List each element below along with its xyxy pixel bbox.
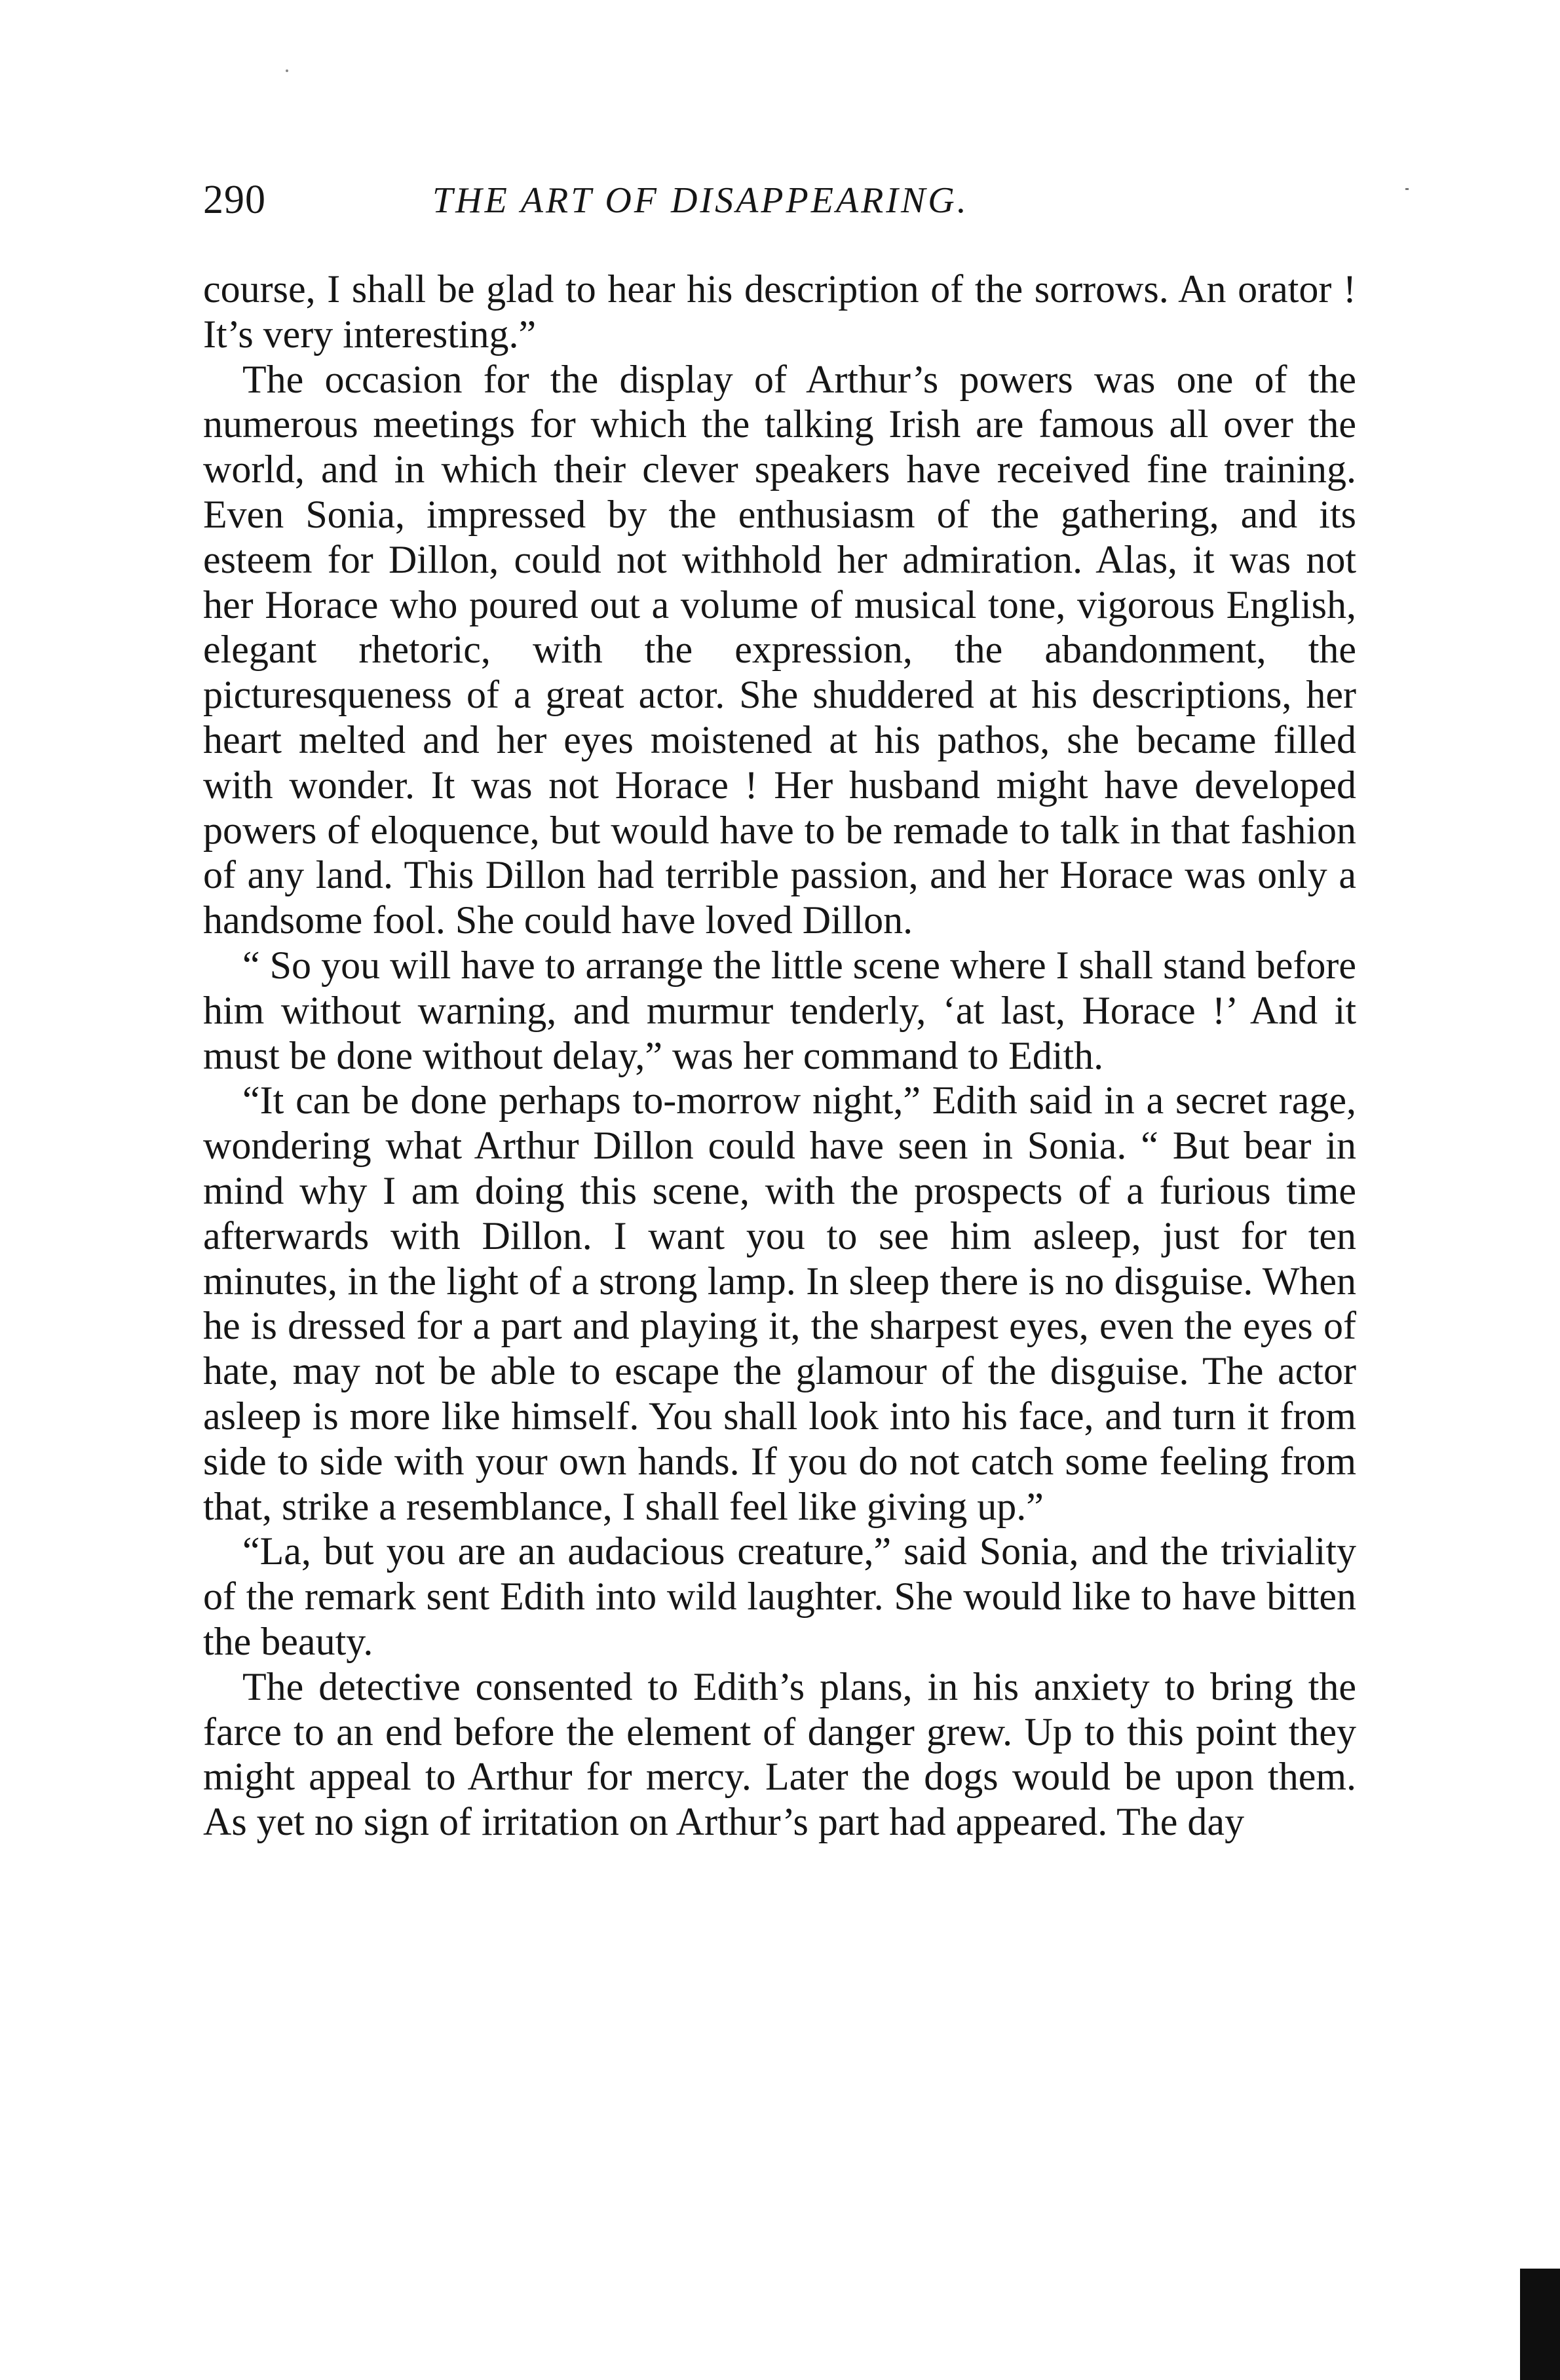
paragraph: “La, but you are an audacious creature,” said Sonia, and the triviality of the remark sent Edith into wild laughter. She would like to have bitten the beauty.	[203, 1529, 1356, 1663]
paragraph: “ So you will have to arrange the little scene where I shall stand before him without warning, and murmur tenderly, ‘at last, Horace !’ And it must be done without delay,” was her command to Edith.	[203, 943, 1356, 1077]
scan-edge-mark	[1520, 2269, 1560, 2380]
page-number: 290	[203, 178, 266, 222]
body-text	[203, 267, 1356, 1845]
paragraph: The occasion for the display of Arthur’s powers was one of the numerous meetings for which the talking Irish are famous all over the world, and in which their clever speakers have received fine training. Even Sonia, impressed by the enthusiasm of the gathering, and its esteem for Dillon, could not withhold her admiration. Alas, it was not her Horace who poured out a volume of musical tone, vigorous English, elegant rhetoric, with the expression, the abandonment, the picturesqueness of a great actor. She shuddered at his descriptions, her heart melted and her eyes moistened at his pathos, she became filled with wonder. It was not Horace ! Her husband might have developed powers of eloquence, but would have to be remade to talk in that fashion of any land. This Dillon had terrible passion, and her Horace was only a handsome fool. She could have loved Dillon.	[203, 357, 1356, 942]
running-header	[203, 177, 1363, 236]
paragraph: course, I shall be glad to hear his description of the sorrows. An orator ! It’s very interesting.”	[203, 267, 1356, 356]
scan-speck	[286, 69, 288, 72]
paragraph: “It can be done perhaps to-morrow night,” Edith said in a secret rage, wondering what Arthur Dillon could have seen in Sonia. “ But bear in mind why I am doing this scene, with the prospects of a furious time afterwards with Dillon. I want you to see him asleep, just for ten minutes, in the light of a strong lamp. In sleep there is no disguise. When he is dressed for a part and playing it, the sharpest eyes, even the eyes of hate, may not be able to escape the glamour of the disguise. The actor asleep is more like himself. You shall look into his face, and turn it from side to side with your own hands. If you do not catch some feeling from that, strike a resemblance, I shall feel like giving up.”	[203, 1079, 1356, 1528]
scan-speck	[1405, 188, 1409, 190]
running-title: THE ART OF DISAPPEARING.	[432, 180, 969, 221]
paragraph: The detective consented to Edith’s plans, in his anxiety to bring the farce to an end before the element of danger grew. Up to this point they might appeal to Arthur for mercy. Later the dogs would be upon them. As yet no sign of irritation on Arthur’s part had appeared. The day	[203, 1664, 1356, 1844]
